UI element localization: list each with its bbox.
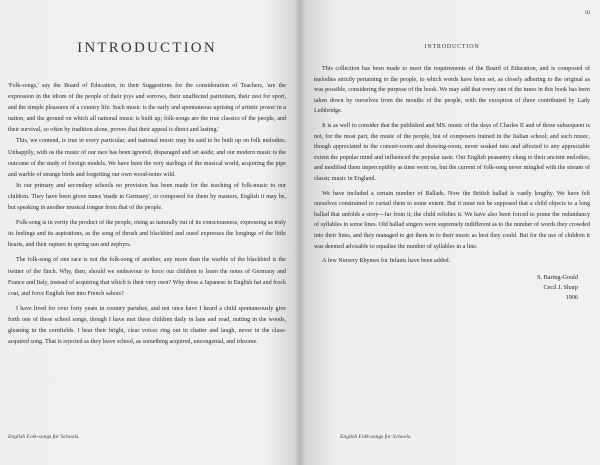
- paragraph: I have lived for over forty years in country parishes, and not once have I heard a child spontaneously give forth one of these school songs, though I have met these children daily in lane and road, nutting in the woods, gleaning in the cornfields. I hear their bright, clear voices ring out in chatter and laugh, never in the class-acquired song. That is rejected as they leave school, as something acquired, uncongenial, and irksome.: [8, 305, 286, 346]
- signature-date: 1906: [565, 293, 578, 301]
- page-footer: English Folk-songs for Schools.: [8, 434, 80, 440]
- paragraph: We have included a certain number of Ballads. Now the British ballad is vastly lengthy. We have felt ourselves constrained to curtail them to some extent. But it must not be supposed that a child objects to a long ballad that unfolds a story—far from it; the child relishes it. We have also been forced to prune the redundancy of syllables in some lines. Old ballad singers were supremely indifferent as to the number of words they crowded into their lines, and they managed to get them in to their music as best they could. But for the use of children it was deemed advisable to equalise the number of syllables in a line.: [314, 190, 590, 250]
- paragraph: The folk-song of one race is not the folk-song of another, any more than the warble of the blackbird is the twitter of the finch. Why, then, should we endeavour to force our children to learn the notes of Germany and France and Italy, instead of acquiring that which is their very own? Why dress a Japanese in English hat and frock coat, and force English feet into French sabots?: [8, 257, 286, 297]
- paragraph: Folk-song is in verity the product of the people, rising as naturally out of its consciousness, expressing as truly its feelings and its aspirations, as the song of thrush and blackbird and ousel expresses the longings of the little hearts, and their rapture in spring sun and zephyrs.: [8, 220, 286, 249]
- right-page: [300, 0, 600, 465]
- signature-line: Cecil J. Sharp: [543, 283, 578, 291]
- paragraph: A few Nursery Rhymes for Infants have been added.: [322, 258, 451, 265]
- page-footer: English Folk-songs for Schools.: [340, 434, 412, 440]
- paragraph: This, we contend, is true in every particular, and national music may be said to be built up on folk melodies. Unhappily, with us the music of our race has been ignored, disparaged and set aside; and our modern music is the outcome of the study of foreign models. We have been the very starlings of the musical world, acquiring the pipe and warble of strange birds and forgetting our own wood-notes wild.: [8, 138, 286, 178]
- running-head: INTRODUCTION: [424, 44, 480, 50]
- page-number: iii: [584, 10, 590, 16]
- paragraph: It is as well to consider that the published and MS. music of the days of Charles II and of those subsequent is not, for the most part, the music of the people, but of composers trained in the Italian school; and such music, though appreciated in the concert-room and drawing-room, never soaked into and affected to any appreciable extent the popular mind and influenced the popular taste. Our English peasantry clung to their ancient melodies, and modified them imperceptibly as time went on, but the current of folk-song never mingled with the stream of classic music in England.: [314, 122, 590, 182]
- paragraph: 'Folk-songs,' say the Board of Education, in their Suggestions for the consideration of Teachers, 'are the expression in the idiom of the people of their joys and sorrows, their unaffected patriotism, their zest for sport, and the simple pleasures of a country life. Such music is the early and spontaneous uprising of artistic power in a nation, and the ground on which all national music is built up; folk-songs are the true classics of the people, and their survival, so often by tradition alone, proves that their appeal is direct and lasting.': [8, 83, 286, 134]
- signature-line: S. Baring-Gould: [537, 273, 578, 281]
- paragraph: This collection has been made to meet the requirements of the Board of Education, and is composed of melodies strictly pertaining to the people, to which words have been set, as closely adhering to the original as was possible, considering the purpose of the book. We may add that every one of the tunes in this book has been taken down by ourselves from the mouths of the people, with the exception of three contributed by Lady Lethbridge.: [314, 66, 590, 115]
- page-title: INTRODUCTION: [77, 40, 217, 56]
- signatures: [314, 273, 578, 303]
- paragraph: In our primary and secondary schools no provision has been made for the teaching of folk-music to our children. They have been given tunes 'made in Germany', or composed for them by masters, English it may be, but speaking in another musical tongue from that of the people.: [8, 182, 286, 212]
